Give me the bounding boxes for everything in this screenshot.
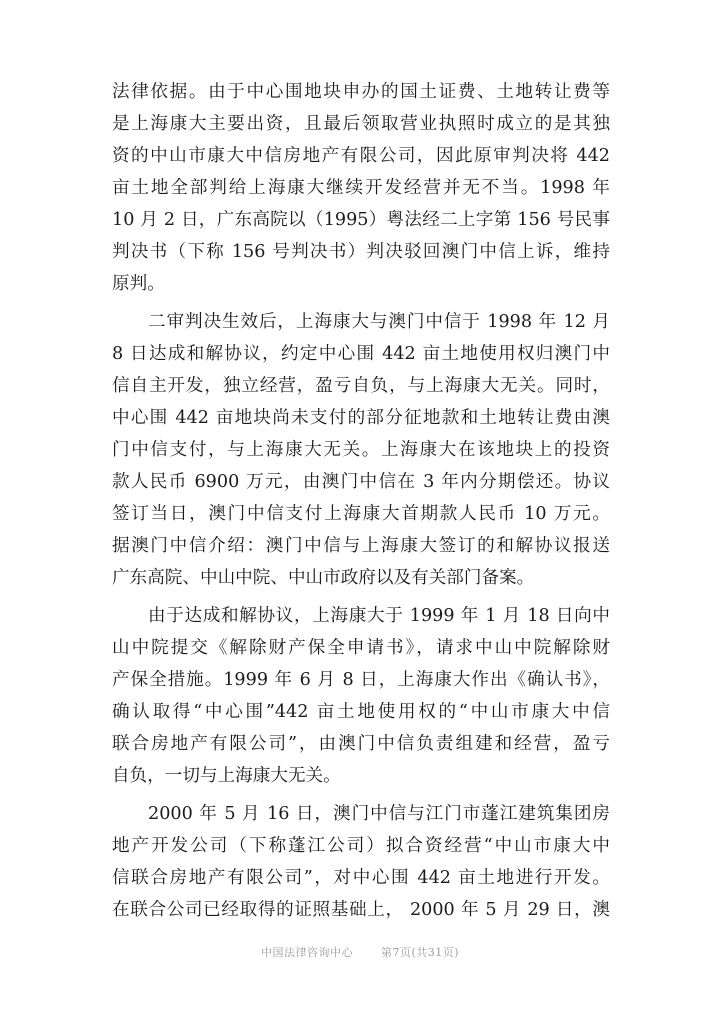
text-line: 门中信支付，与上海康大无关。上海康大在该地块上的投资: [112, 440, 610, 460]
text-line: 原判。: [112, 274, 165, 294]
text-line: 自负，一切与上海康大无关。: [112, 766, 341, 786]
paragraph: [112, 76, 610, 300]
text-line: 2000 年 5 月 16 日，澳门中信与江门市蓬江建筑集团房: [148, 804, 610, 824]
text-line: 产保全措施。1999 年 6 月 8 日，上海康大作出《确认书》，: [112, 670, 610, 690]
body-text: [112, 76, 610, 926]
text-line: 据澳门中信介绍：澳门中信与上海康大签订的和解协议报送: [112, 536, 610, 556]
text-line: 确认取得“中心围”442 亩土地使用权的“中山市康大中信: [112, 702, 610, 722]
text-line: 在联合公司已经取得的证照基础上， 2000 年 5 月 29 日，澳: [112, 900, 610, 920]
text-line: 中心围 442 亩地块尚未支付的部分征地款和土地转让费由澳: [112, 408, 610, 428]
text-line: 二审判决生效后，上海康大与澳门中信于 1998 年 12 月: [148, 312, 610, 332]
text-line: 8 日达成和解协议，约定中心围 442 亩土地使用权归澳门中: [112, 344, 610, 364]
text-line: 款人民币 6900 万元，由澳门中信在 3 年内分期偿还。协议: [112, 472, 610, 492]
text-line: 法律依据。由于中心围地块申办的国土证费、土地转让费等: [112, 82, 610, 102]
paragraph: [112, 306, 610, 594]
page-number: 第7页(共31页): [380, 946, 460, 959]
text-line: 亩土地全部判给上海康大继续开发经营并无不当。1998 年: [112, 178, 610, 198]
footer-source: 中国法律咨询中心: [260, 946, 353, 959]
paragraph: [112, 600, 610, 792]
text-line: 广东高院、中山中院、中山市政府以及有关部门备案。: [112, 568, 535, 588]
text-line: 联合房地产有限公司”，由澳门中信负责组建和经营，盈亏: [112, 734, 610, 754]
text-line: 信联合房地产有限公司”，对中心围 442 亩土地进行开发。: [112, 868, 610, 888]
text-line: 签订当日，澳门中信支付上海康大首期款人民币 10 万元。: [112, 504, 610, 524]
text-line: 判决书（下称 156 号判决书）判决驳回澳门中信上诉，维持: [112, 242, 610, 262]
text-line: 资的中山市康大中信房地产有限公司，因此原审判决将 442: [112, 146, 610, 166]
text-line: 10 月 2 日，广东高院以（1995）粤法经二上字第 156 号民事: [112, 210, 610, 230]
text-line: 地产开发公司（下称蓬江公司）拟合资经营“中山市康大中: [112, 836, 610, 856]
text-line: 信自主开发，独立经营，盈亏自负，与上海康大无关。同时，: [112, 376, 610, 396]
text-line: 由于达成和解协议，上海康大于 1999 年 1 月 18 日向中: [148, 606, 610, 626]
text-line: 山中院提交《解除财产保全申请书》，请求中山中院解除财: [112, 638, 610, 658]
paragraph: [112, 798, 610, 926]
text-line: 是上海康大主要出资，且最后领取营业执照时成立的是其独: [112, 114, 610, 134]
page-footer: [0, 944, 720, 960]
